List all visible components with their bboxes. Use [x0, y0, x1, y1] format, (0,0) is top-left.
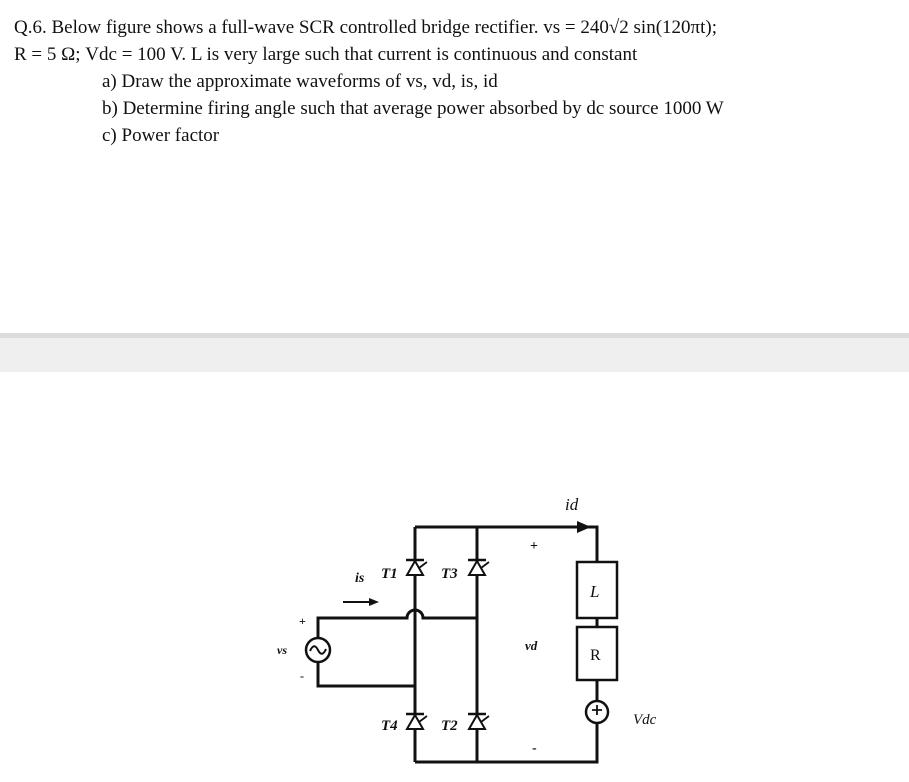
is-label: is — [355, 571, 365, 586]
thyristor-t2-icon — [468, 714, 489, 729]
separator-band — [0, 338, 909, 372]
question-text — [14, 14, 894, 149]
inductor-label: L — [590, 582, 600, 601]
t4-label: T4 — [381, 718, 398, 734]
id-arrow — [545, 521, 591, 533]
vd-label: vd — [525, 638, 538, 653]
vd-minus-sign: - — [532, 741, 537, 756]
thyristor-t3-icon — [468, 560, 489, 575]
t3-label: T3 — [441, 566, 458, 582]
vs-label: vs — [277, 643, 287, 657]
question-part-a: a) Draw the approximate waveforms of vs, vd, is, id — [102, 71, 498, 92]
question-part-b: b) Determine firing angle such that average power absorbed by dc source 1000 W — [102, 98, 724, 119]
vd-plus-sign: + — [530, 539, 538, 554]
id-label: id — [565, 495, 579, 514]
question-line-2: R = 5 Ω; Vdc = 100 V. L is very large such that current is continuous and constant — [14, 44, 638, 65]
is-arrow — [343, 598, 379, 606]
question-line-1: Q.6. Below figure shows a full-wave SCR controlled bridge rectifier. vs = 240√2 sin(120πt); — [14, 17, 717, 38]
bridge-rectifier-diagram — [255, 490, 675, 780]
ac-source-icon — [306, 638, 330, 662]
dc-source-icon — [586, 701, 608, 723]
vs-plus-sign: + — [299, 614, 306, 628]
thyristor-t4-icon — [406, 714, 427, 729]
t2-label: T2 — [441, 718, 458, 734]
t1-label: T1 — [381, 566, 398, 582]
vdc-label: Vdc — [633, 712, 657, 728]
resistor-label: R — [590, 647, 601, 664]
question-part-c: c) Power factor — [102, 125, 220, 146]
thyristor-t1-icon — [406, 560, 427, 575]
vs-minus-sign: - — [300, 669, 304, 683]
source-top-wire — [318, 610, 477, 638]
source-bottom-wire — [318, 662, 415, 686]
